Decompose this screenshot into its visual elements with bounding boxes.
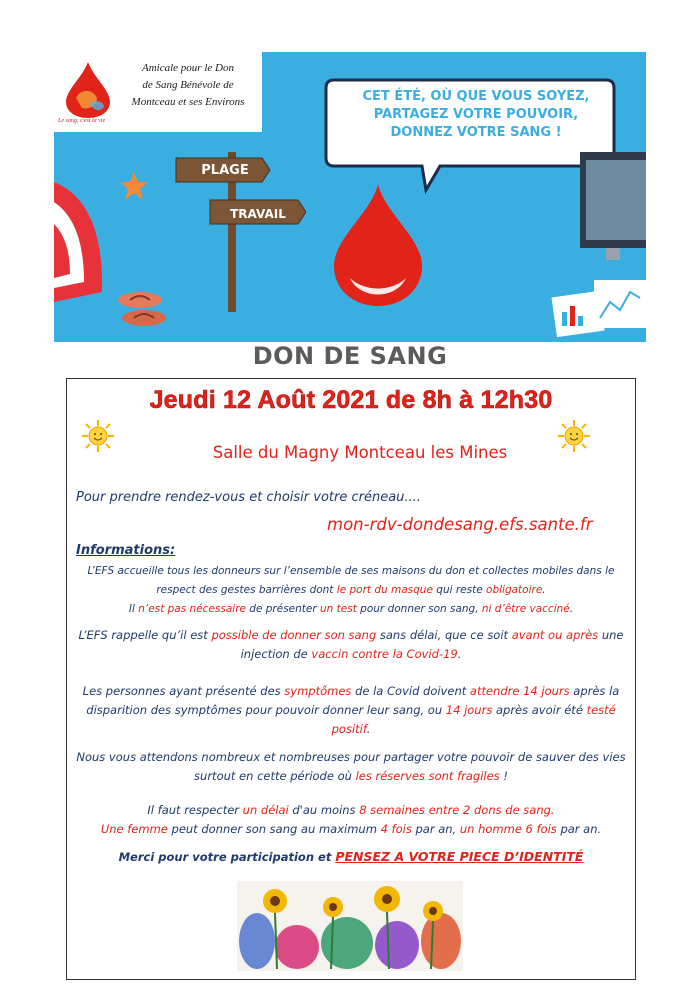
association-name-line: Montceau et ses Environs xyxy=(131,96,245,108)
info-paragraph-vaccine: L’EFS rappelle qu’il est possible de donner son sang sans délai, que ce soit avant ou après une injection de vaccin contre la Covid-19. xyxy=(78,628,624,661)
info-heading: Informations: xyxy=(76,543,176,558)
sign-travail-label: TRAVAIL xyxy=(230,207,286,221)
bubble-line: CET ÉTÉ, OÙ QUE VOUS SOYEZ, xyxy=(362,89,590,104)
blood-drop-icon xyxy=(60,60,116,120)
info-box xyxy=(66,378,636,980)
banner-image xyxy=(54,52,646,370)
event-venue: Salle du Magny Montceau les Mines xyxy=(212,443,508,462)
flowers-illustration xyxy=(237,881,463,971)
starfish-icon xyxy=(120,172,148,200)
monitor-icon xyxy=(580,152,646,260)
chart-documents-icon xyxy=(551,280,646,337)
thanks-line: Merci pour votre participation et PENSEZ A VOTRE PIECE D’IDENTITÉ xyxy=(118,849,584,864)
flip-flops-icon xyxy=(118,292,166,326)
association-logo xyxy=(54,52,262,132)
banner-title: DON DE SANG xyxy=(252,342,448,370)
info-paragraph-efs: L’EFS accueille tous les donneurs sur l’ensemble de ses maisons du don et collectes mobiles dans le respect des gestes barrières dont le port du masque qui reste obligatoire. Il n’est pas nécessaire de présenter un test pour donner son sang, ni d’être vacciné. xyxy=(87,565,615,615)
association-name xyxy=(118,60,258,111)
sign-plage-label: PLAGE xyxy=(201,163,249,178)
association-motto: Le sang, c'est la vie xyxy=(58,118,106,124)
office-decorations xyxy=(550,152,646,342)
info-paragraph-appeal: Nous vous attendons nombreux et nombreuses pour partager votre pouvoir de sauver des vies surtout en cette période où les réserves sont fragiles ! xyxy=(76,750,626,783)
appointment-link[interactable]: mon-rdv-dondesang.efs.sante.fr xyxy=(327,515,593,534)
association-name-line: Amicale pour le Don xyxy=(142,62,234,74)
beach-decorations xyxy=(54,162,184,342)
bubble-line: DONNEZ VOTRE SANG ! xyxy=(390,125,562,140)
info-paragraph-frequency: Il faut respecter un délai d'au moins 8 semaines entre 2 dons de sang. Une femme peut donner son sang au maximum 4 fois par an, un homme 6 fois par an. xyxy=(100,803,602,836)
blood-drop-icon xyxy=(330,182,426,310)
id-reminder: PENSEZ A VOTRE PIECE D’IDENTITÉ xyxy=(335,849,584,864)
association-name-line: de Sang Bénévole de xyxy=(142,79,234,91)
beach-umbrella-icon xyxy=(54,182,102,302)
bubble-text xyxy=(340,88,612,142)
bubble-line: PARTAGEZ VOTRE POUVOIR, xyxy=(373,107,579,122)
event-date: Jeudi 12 Août 2021 de 8h à 12h30 xyxy=(149,386,553,414)
info-paragraph-symptoms: Les personnes ayant présenté des symptômes de la Covid doivent attendre 14 jours après la disparition des symptômes pour pouvoir donner leur sang, ou 14 jours après avoir été testé positif. xyxy=(82,684,620,736)
appointment-intro: Pour prendre rendez-vous et choisir votre créneau.... xyxy=(76,490,421,505)
